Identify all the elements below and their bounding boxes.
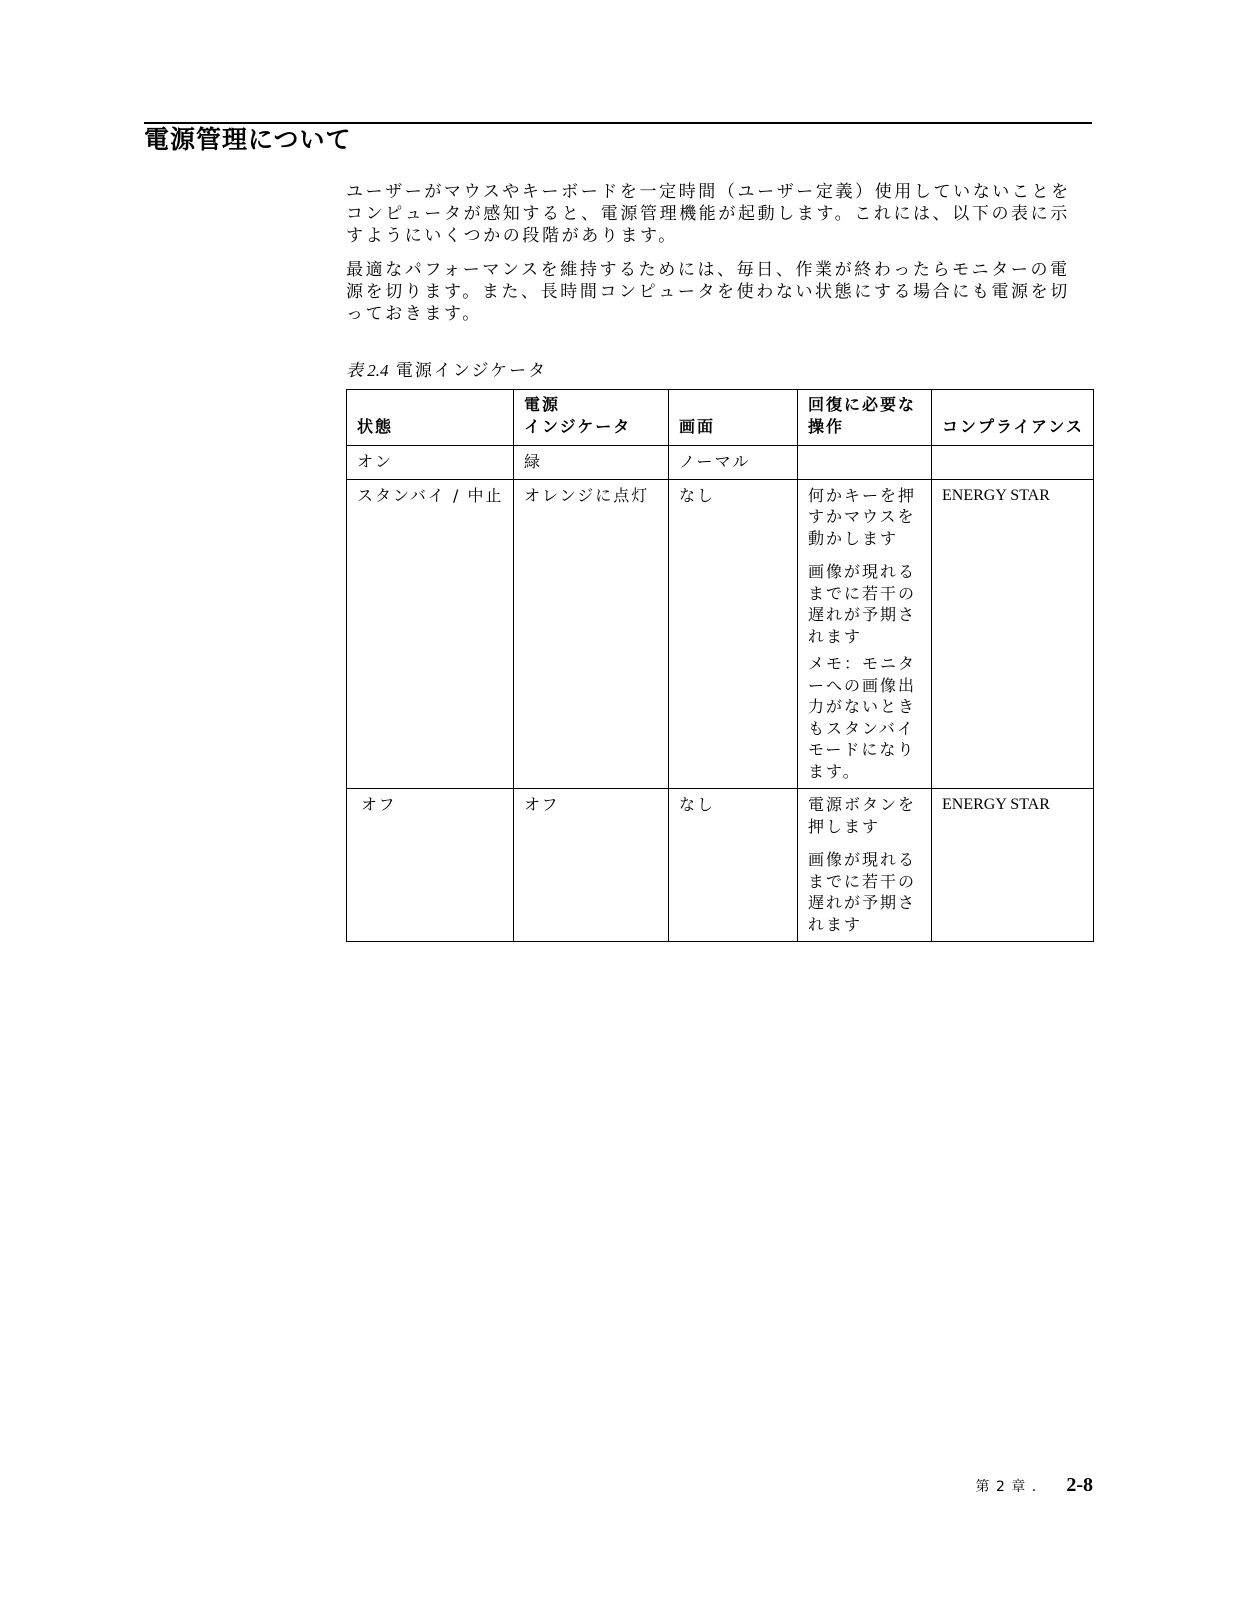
table-row xyxy=(347,789,1094,942)
cell-compliance: ENERGY STAR xyxy=(932,479,1094,789)
page-number: 2-8 xyxy=(1066,1474,1093,1496)
header-action: 回復に必要な 操作 xyxy=(798,390,932,446)
header-state: 状態 xyxy=(347,390,514,446)
table-caption-title: 電源インジケータ xyxy=(395,361,548,381)
intro-paragraph: ユーザーがマウスやキーボードを一定時間（ユーザー定義）使用していないことをコンピュータが感知すると、電源管理機能が起動します。これには、以下の表に示すようにいくつかの段階があります。 xyxy=(346,182,1071,246)
cell-action xyxy=(798,446,932,480)
header-screen: 画面 xyxy=(669,390,798,446)
action-text: 何かキーを押すかマウスを動かします xyxy=(808,485,917,548)
cell-indicator: 緑 xyxy=(514,446,669,480)
advice-paragraph: 最適なパフォーマンスを維持するためには、毎日、作業が終わったらモニターの電源を切ります。また、長時間コンピュータを使わない状態にする場合にも電源を切っておきます。 xyxy=(346,260,1070,324)
table-header-row xyxy=(347,390,1094,446)
header-compliance: コンプライアンス xyxy=(932,390,1094,446)
section-heading: 電源管理について xyxy=(144,125,352,154)
cell-indicator: オレンジに点灯 xyxy=(514,479,669,789)
cell-state: スタンバイ / 中止 xyxy=(347,479,514,789)
table-row xyxy=(347,479,1094,789)
cell-screen: なし xyxy=(669,789,798,942)
cell-screen: ノーマル xyxy=(669,446,798,480)
action-text: 画像が現れるまでに若干の遅れが予期されます xyxy=(808,562,917,646)
action-text: 電源ボタンを押します xyxy=(808,795,917,836)
action-note: メモ：モニターへの画像出力がないときもスタンバイモードになります。 xyxy=(808,654,917,781)
table-caption-number: 表 2.4 xyxy=(346,361,389,380)
page-footer xyxy=(976,1474,1093,1497)
cell-state: オン xyxy=(347,446,514,480)
cell-compliance xyxy=(932,446,1094,480)
chapter-label: 第 2 章 . xyxy=(975,1479,1038,1495)
cell-screen: なし xyxy=(669,479,798,789)
cell-action xyxy=(798,479,932,789)
power-indicator-table xyxy=(346,389,1094,942)
action-text: 画像が現れるまでに若干の遅れが予期されます xyxy=(808,850,917,934)
cell-indicator: オフ xyxy=(514,789,669,942)
cell-action xyxy=(798,789,932,942)
cell-compliance: ENERGY STAR xyxy=(932,789,1094,942)
cell-state: オフ xyxy=(347,789,514,942)
header-indicator: 電源 インジケータ xyxy=(514,390,669,446)
table-row xyxy=(347,446,1094,480)
table-caption xyxy=(346,356,547,381)
